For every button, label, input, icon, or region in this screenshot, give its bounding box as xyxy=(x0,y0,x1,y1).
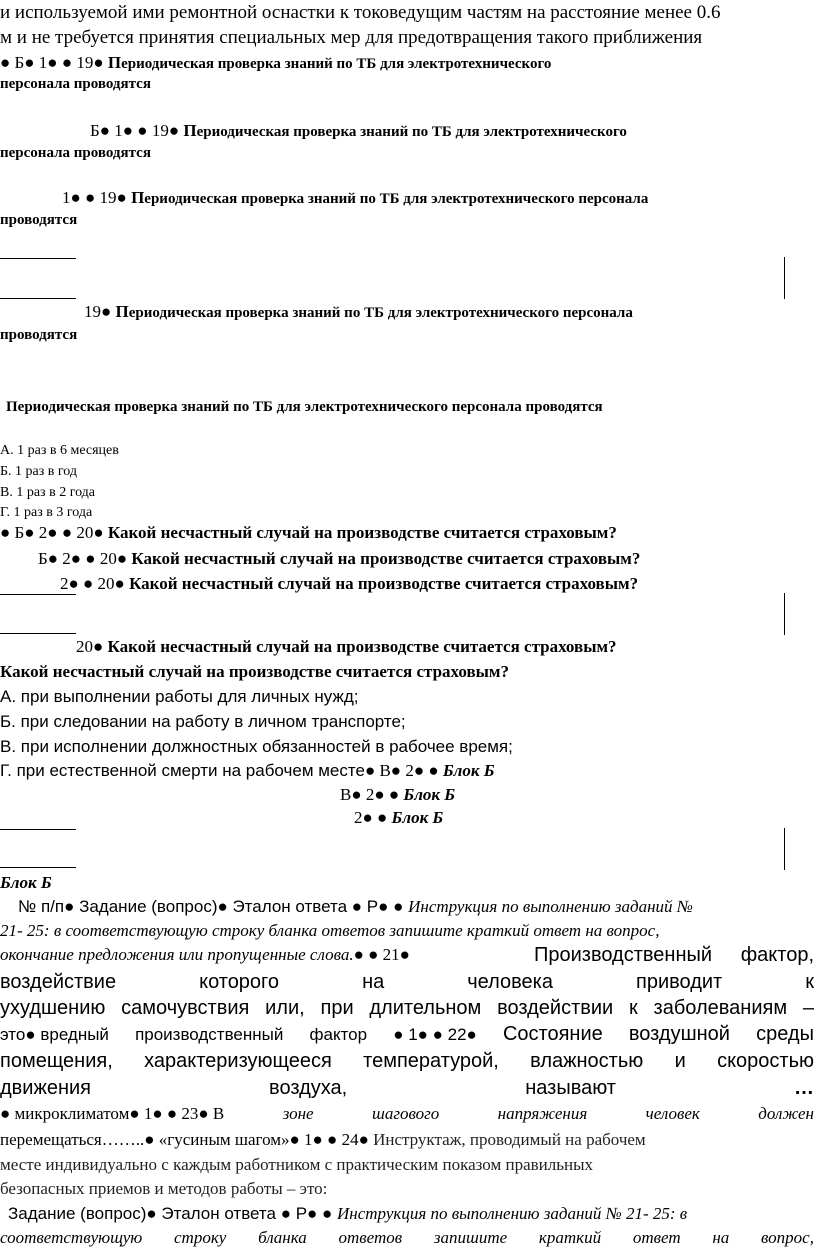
instruction-text: Инструкция по выполнению заданий № 21- 25: в xyxy=(337,1204,688,1223)
heading-text: проводятся xyxy=(0,327,78,343)
justified-line xyxy=(0,1103,814,1124)
margin-bar xyxy=(784,828,785,870)
word: воздушной xyxy=(628,1023,730,1045)
table-header-line xyxy=(18,896,693,917)
instruction-text: окончание предложения или пропущенные слова. xyxy=(0,945,354,964)
answer-option: Г. при естественной смерти на рабочем месте xyxy=(0,761,365,780)
cap-letter: П xyxy=(115,302,129,321)
word: это● вредный xyxy=(0,1025,109,1044)
word: краткий xyxy=(538,1228,602,1247)
word: напряжения xyxy=(497,1104,588,1123)
cap-letter: П xyxy=(107,53,122,72)
word: – xyxy=(802,997,814,1019)
word: на xyxy=(712,1228,730,1247)
divider-rule xyxy=(0,829,76,830)
justified-line xyxy=(0,1022,814,1046)
word: человек xyxy=(645,1104,700,1123)
q19-header-3 xyxy=(62,187,648,209)
word: соответствующую xyxy=(0,1228,143,1247)
word: помещения, xyxy=(0,1050,113,1072)
marker-text: ● Б● 2● ● 20● xyxy=(0,523,108,542)
answer-option: Б. при следовании на работу в личном транспорте; xyxy=(0,712,406,731)
justified-line xyxy=(534,943,814,967)
word: характеризующееся xyxy=(144,1050,332,1072)
heading-text: персонала проводятся xyxy=(0,145,151,161)
word: к xyxy=(629,997,638,1019)
marker-text: В● 2● ● xyxy=(340,785,404,804)
word: влажностью xyxy=(530,1050,644,1072)
block-label: Блок Б xyxy=(442,761,495,780)
word: производственный xyxy=(135,1025,284,1044)
heading-text: ериодическая проверка знаний по ТБ для электротехнического персонала xyxy=(128,305,633,321)
word: бланка xyxy=(258,1228,307,1247)
marker-text: Б● 2● ● 20● xyxy=(38,549,132,568)
heading-text: проводятся xyxy=(0,212,78,228)
section-heading: Блок Б xyxy=(0,873,52,892)
answer-option: Б. 1 раз в год xyxy=(0,464,78,479)
margin-bar xyxy=(784,593,785,635)
answer-option: Г. 1 раз в 3 года xyxy=(0,505,93,520)
word: строку xyxy=(174,1228,227,1247)
word: воздействие xyxy=(0,971,117,993)
word: фактор, xyxy=(740,944,814,966)
marker-text: 20● xyxy=(76,637,108,656)
word: Состояние xyxy=(502,1023,603,1045)
word: человека xyxy=(467,971,553,993)
justified-line xyxy=(0,1076,814,1100)
divider-rule xyxy=(0,258,76,259)
word: или, xyxy=(265,997,305,1019)
instruction-line xyxy=(0,944,410,965)
q19-header-1 xyxy=(0,52,551,74)
word: Производственный xyxy=(534,944,713,966)
word: шагового xyxy=(371,1104,440,1123)
word: заболеваниям xyxy=(653,997,788,1019)
word: на xyxy=(362,971,385,993)
answer-text: перемещаться……..● «гусиным шагом»● 1● ● 24● xyxy=(0,1130,374,1149)
divider-rule xyxy=(0,298,76,299)
word: воздействии xyxy=(497,997,614,1019)
question-title: Периодическая проверка знаний по ТБ для электротехнического персонала проводятся xyxy=(6,399,603,415)
answer-option: В. при исполнении должностных обязанностей в рабочее время; xyxy=(0,737,513,756)
divider-rule xyxy=(0,867,76,868)
question-title: Какой несчастный случай на производстве считается страховым? xyxy=(0,662,510,681)
word: приводит xyxy=(636,971,723,993)
word: зоне xyxy=(282,1104,314,1123)
marker-text: ● Б● 1● ● 19● xyxy=(0,53,108,72)
marker-text: 2● ● xyxy=(354,808,392,827)
block-label-repeat xyxy=(354,807,443,828)
q20-header-1 xyxy=(0,522,617,543)
word: должен xyxy=(758,1104,814,1123)
q19-header-2 xyxy=(90,120,627,142)
word: среды xyxy=(756,1023,814,1045)
text-line xyxy=(0,1129,646,1150)
question-text: Какой несчастный случай на производстве считается страховым? xyxy=(129,574,639,593)
divider-rule xyxy=(0,594,76,595)
q20-header-4 xyxy=(76,636,617,657)
justified-line xyxy=(0,970,814,994)
block-label: Блок Б xyxy=(403,785,456,804)
block-label: Блок Б xyxy=(391,808,444,827)
heading-text: ериодическая проверка знаний по ТБ для электротехнического xyxy=(121,56,552,72)
justified-line xyxy=(0,1049,814,1073)
justified-line xyxy=(0,996,814,1020)
question-text: Какой несчастный случай на производстве считается страховым? xyxy=(131,549,641,568)
word: самочувствия xyxy=(121,997,250,1019)
text-line: и используемой ими ремонтной оснастки к токоведущим частям на расстояние менее 0.6 xyxy=(0,2,721,23)
q19-header-4 xyxy=(84,301,633,323)
divider-rule xyxy=(0,633,76,634)
question-text: месте индивидуально с каждым работником с практическим показом правильных xyxy=(0,1155,594,1174)
word: скоростью xyxy=(717,1050,814,1072)
word: ● микроклиматом● 1● ● 23● В xyxy=(0,1104,225,1123)
heading-text: ериодическая проверка знаний по ТБ для электротехнического персонала xyxy=(144,191,649,207)
word: которого xyxy=(199,971,280,993)
justified-line xyxy=(0,1227,814,1248)
word: называют xyxy=(525,1077,616,1099)
q20-header-3 xyxy=(60,573,638,594)
heading-text: ериодическая проверка знаний по ТБ для электротехнического xyxy=(196,124,627,140)
word: ● 1● ● 22● xyxy=(393,1025,477,1044)
word: воздуха, xyxy=(269,1077,348,1099)
answer-option: В. 1 раз в 2 года xyxy=(0,485,96,500)
word: ухудшению xyxy=(0,997,106,1019)
margin-bar xyxy=(784,257,785,299)
word: запишите xyxy=(433,1228,508,1247)
block-label-repeat xyxy=(340,784,455,805)
cap-letter: П xyxy=(131,188,145,207)
table-header: Задание (вопрос)● Эталон ответа ● Р● ● xyxy=(8,1204,338,1223)
word: температурой, xyxy=(363,1050,499,1072)
marker-text: 2● ● 20● xyxy=(60,574,130,593)
instruction-text: Инструкция по выполнению заданий № xyxy=(408,897,693,916)
q20-header-2 xyxy=(38,548,640,569)
question-text: безопасных приемов и методов работы – это: xyxy=(0,1179,328,1198)
question-text: Какой несчастный случай на производстве считается страховым? xyxy=(107,523,617,542)
marker-text: 1● ● 19● xyxy=(62,188,132,207)
word: ответов xyxy=(338,1228,403,1247)
table-header: № п/п● Задание (вопрос)● Эталон ответа ● Р● ● xyxy=(18,897,409,916)
marker-text: ● ● 21● xyxy=(353,945,410,964)
word: к xyxy=(805,971,814,993)
word: при xyxy=(320,997,354,1019)
instruction-text: 21- 25: в соответствующую строку бланка ответов запишите краткий ответ на вопрос, xyxy=(0,921,660,940)
answer-option: А. 1 раз в 6 месяцев xyxy=(0,443,119,458)
marker-text: Б● 1● ● 19● xyxy=(90,121,184,140)
marker-text: 19● xyxy=(84,302,116,321)
answer-option: А. при выполнении работы для личных нужд; xyxy=(0,687,359,706)
heading-text: персонала проводятся xyxy=(0,76,151,92)
answer-option-last xyxy=(0,760,495,781)
question-text: Какой несчастный случай на производстве считается страховым? xyxy=(107,637,617,656)
word: ответ xyxy=(632,1228,681,1247)
word: и xyxy=(674,1050,686,1072)
cap-letter: П xyxy=(183,121,197,140)
marker-text: ● В● 2● ● xyxy=(364,761,443,780)
table-header-line xyxy=(8,1203,687,1224)
word: движения xyxy=(0,1077,92,1099)
text-line: м и не требуется принятия специальных мер для предотвращения такого приближения xyxy=(0,27,703,48)
word: … xyxy=(794,1077,814,1099)
word: фактор xyxy=(309,1025,368,1044)
word: вопрос, xyxy=(761,1228,814,1247)
question-text: Инструктаж, проводимый на рабочем xyxy=(373,1130,646,1149)
word: длительном xyxy=(369,997,482,1019)
